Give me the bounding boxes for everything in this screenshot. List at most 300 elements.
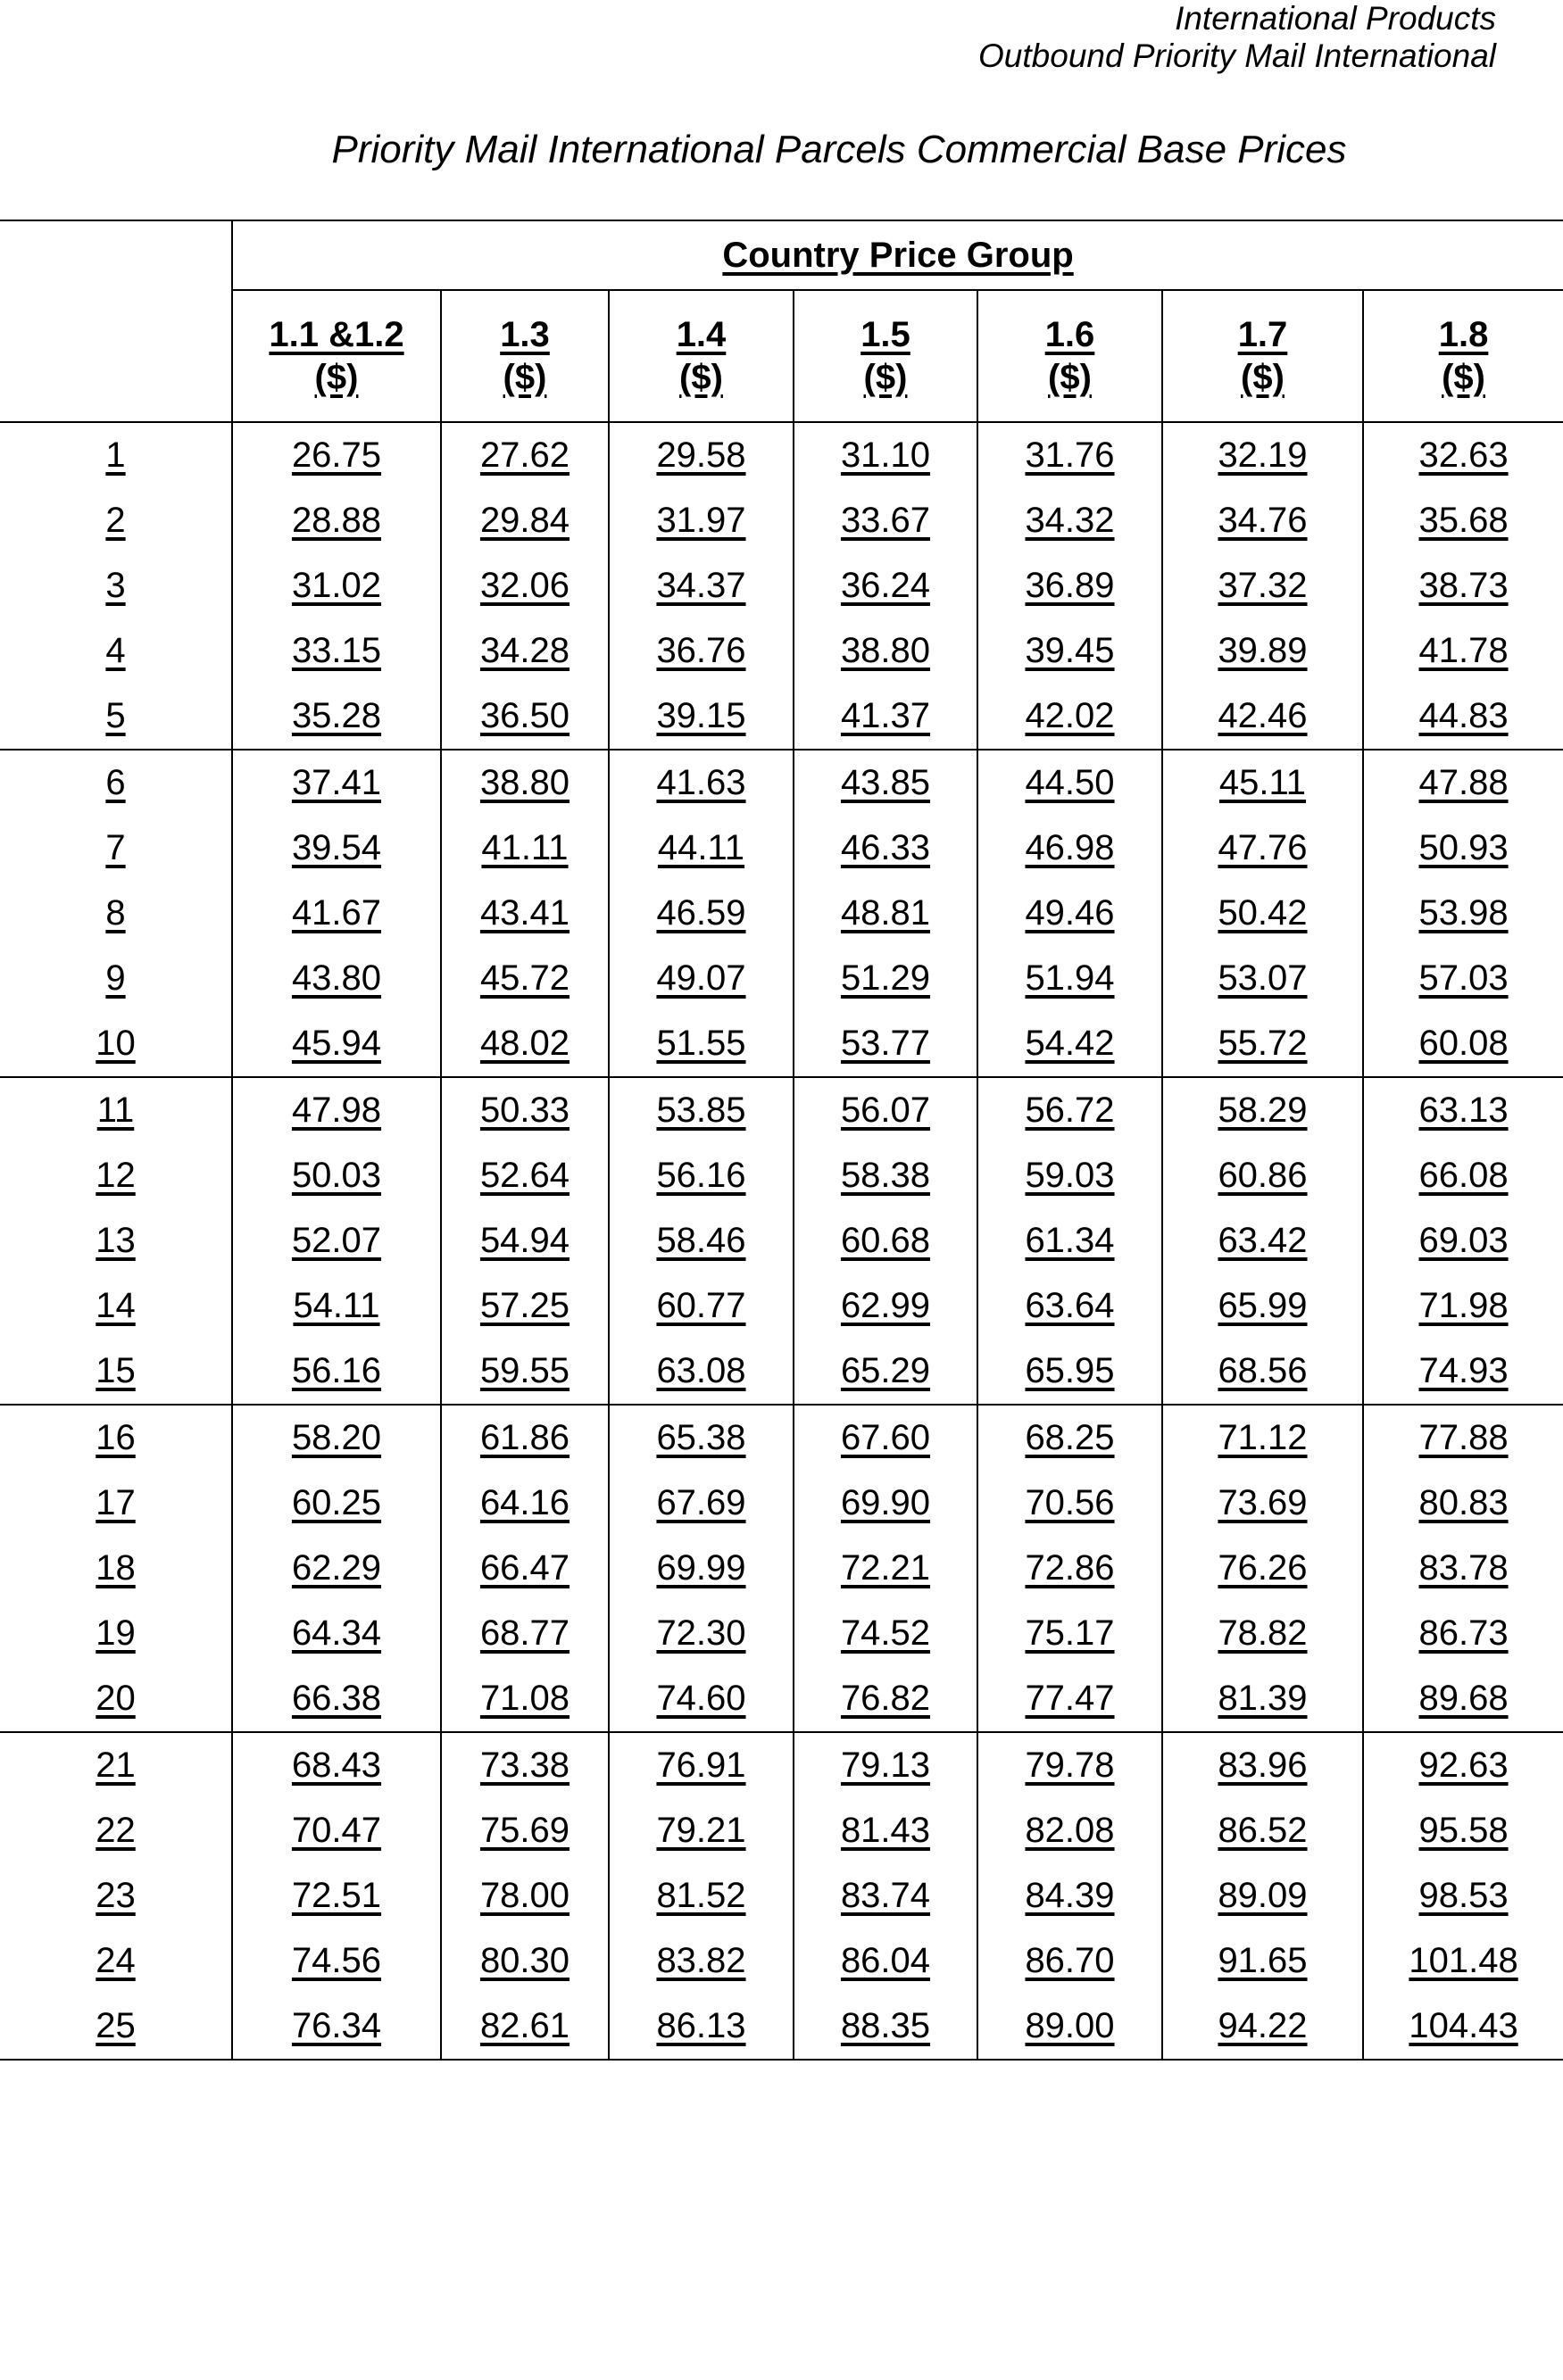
price-value: 53.07 — [1218, 958, 1308, 998]
price-value: 49.46 — [1025, 893, 1115, 933]
weight-value: 10 — [96, 1024, 136, 1063]
group-header-row — [0, 220, 1563, 290]
price-value: 61.34 — [1025, 1221, 1115, 1260]
weight-cell — [0, 1011, 232, 1077]
price-cell — [977, 1863, 1162, 1928]
price-cell — [794, 1928, 977, 1994]
price-value: 33.15 — [291, 631, 382, 670]
price-value: 39.54 — [291, 828, 382, 867]
table-row — [0, 881, 1563, 946]
price-table-body — [0, 422, 1563, 2060]
weight-cell — [0, 881, 232, 946]
price-value: 80.30 — [479, 1941, 570, 1980]
price-cell — [1162, 881, 1363, 946]
price-value: 74.60 — [656, 1679, 746, 1718]
price-cell — [977, 684, 1162, 750]
price-value: 56.16 — [291, 1351, 382, 1390]
weight-cell — [0, 1536, 232, 1601]
price-cell — [1162, 1601, 1363, 1666]
price-value: 68.25 — [1025, 1418, 1115, 1457]
price-value: 94.22 — [1218, 2006, 1308, 2045]
weight-value: 18 — [96, 1548, 136, 1588]
price-cell — [441, 618, 609, 684]
weight-cell — [0, 1471, 232, 1536]
document-title: Priority Mail International Parcels Commercial Base Prices — [331, 128, 1347, 171]
price-value: 86.13 — [656, 2006, 746, 2045]
price-value: 76.82 — [840, 1679, 931, 1718]
price-value: 44.11 — [657, 828, 745, 867]
price-cell — [1363, 1077, 1563, 1143]
price-cell — [794, 1798, 977, 1863]
column-header-unit: ($) — [1241, 358, 1284, 397]
price-cell — [609, 1536, 794, 1601]
price-value: 31.02 — [291, 566, 382, 605]
price-cell — [441, 553, 609, 618]
price-value: 70.47 — [291, 1811, 382, 1850]
price-value: 47.88 — [1418, 763, 1509, 802]
price-cell — [232, 1601, 441, 1666]
price-value: 31.76 — [1025, 435, 1115, 475]
price-cell — [977, 1536, 1162, 1601]
price-value: 62.29 — [291, 1548, 382, 1588]
price-cell — [977, 1666, 1162, 1732]
price-table — [0, 220, 1563, 2061]
price-value: 65.29 — [840, 1351, 931, 1390]
price-value: 54.42 — [1025, 1024, 1115, 1063]
price-cell — [794, 618, 977, 684]
column-header-row — [0, 290, 1563, 422]
price-cell — [794, 816, 977, 881]
price-value: 61.86 — [479, 1418, 570, 1457]
price-value: 79.78 — [1025, 1746, 1115, 1785]
price-cell — [1363, 1666, 1563, 1732]
price-cell — [609, 1405, 794, 1471]
price-value: 41.63 — [656, 763, 746, 802]
price-cell — [794, 1143, 977, 1208]
weight-value: 1 — [105, 435, 126, 475]
weight-value: 7 — [105, 828, 126, 867]
weight-cell — [0, 1666, 232, 1732]
price-cell — [1363, 1994, 1563, 2060]
price-cell — [1363, 816, 1563, 881]
price-value: 41.37 — [840, 696, 931, 735]
price-cell — [977, 1798, 1162, 1863]
price-value: 29.58 — [656, 435, 746, 475]
price-cell — [977, 1994, 1162, 2060]
price-cell — [1363, 1601, 1563, 1666]
table-row — [0, 1601, 1563, 1666]
price-cell — [1363, 946, 1563, 1011]
price-value: 54.11 — [293, 1286, 380, 1325]
price-value: 34.32 — [1025, 501, 1115, 540]
price-cell — [232, 946, 441, 1011]
price-value: 69.99 — [656, 1548, 746, 1588]
price-value: 63.08 — [656, 1351, 746, 1390]
weight-value: 17 — [96, 1483, 136, 1522]
price-cell — [609, 488, 794, 553]
price-cell — [609, 1666, 794, 1732]
weight-cell — [0, 1077, 232, 1143]
price-value: 26.75 — [291, 435, 382, 475]
price-cell — [232, 684, 441, 750]
price-cell — [232, 422, 441, 488]
price-value: 57.25 — [479, 1286, 570, 1325]
column-header-unit: ($) — [863, 358, 908, 397]
price-cell — [609, 1928, 794, 1994]
price-cell — [1162, 1994, 1363, 2060]
price-value: 89.68 — [1418, 1679, 1509, 1718]
price-value: 92.63 — [1418, 1746, 1509, 1785]
price-value: 55.72 — [1218, 1024, 1308, 1063]
price-cell — [1363, 1339, 1563, 1405]
price-cell — [441, 1666, 609, 1732]
price-cell — [441, 1471, 609, 1536]
price-cell — [441, 816, 609, 881]
price-value: 79.21 — [656, 1811, 746, 1850]
price-cell — [977, 1011, 1162, 1077]
price-cell — [977, 1077, 1162, 1143]
price-cell — [441, 946, 609, 1011]
price-cell — [1363, 1208, 1563, 1273]
column-header-name: 1.5 — [860, 315, 910, 354]
price-cell — [1363, 1273, 1563, 1339]
price-cell — [794, 488, 977, 553]
table-row — [0, 1536, 1563, 1601]
weight-value: 15 — [96, 1351, 136, 1390]
price-cell — [794, 750, 977, 816]
table-row — [0, 422, 1563, 488]
price-value: 66.47 — [479, 1548, 570, 1588]
price-cell — [441, 1077, 609, 1143]
price-value: 38.73 — [1418, 566, 1509, 605]
price-cell — [977, 1928, 1162, 1994]
weight-cell — [0, 553, 232, 618]
price-value: 60.68 — [840, 1221, 931, 1260]
column-header — [1162, 290, 1363, 422]
price-cell — [977, 553, 1162, 618]
price-cell — [794, 1273, 977, 1339]
price-value: 76.91 — [656, 1746, 746, 1785]
price-cell — [232, 618, 441, 684]
table-row — [0, 1928, 1563, 1994]
price-cell — [977, 946, 1162, 1011]
price-cell — [232, 1732, 441, 1798]
price-value: 95.58 — [1418, 1811, 1509, 1850]
weight-value: 6 — [105, 763, 126, 802]
price-value: 83.96 — [1218, 1746, 1308, 1785]
price-cell — [232, 488, 441, 553]
price-value: 104.43 — [1409, 2006, 1518, 2045]
price-cell — [794, 553, 977, 618]
weight-value: 22 — [96, 1811, 136, 1850]
price-value: 65.38 — [656, 1418, 746, 1457]
price-value: 86.04 — [840, 1941, 931, 1980]
price-cell — [1363, 422, 1563, 488]
price-value: 41.67 — [291, 893, 382, 933]
table-row — [0, 1143, 1563, 1208]
price-cell — [1162, 1208, 1363, 1273]
price-cell — [977, 488, 1162, 553]
table-row — [0, 1339, 1563, 1405]
price-value: 42.02 — [1025, 696, 1115, 735]
price-value: 34.37 — [656, 566, 746, 605]
price-value: 79.13 — [840, 1746, 931, 1785]
price-cell — [232, 1208, 441, 1273]
price-value: 58.46 — [656, 1221, 746, 1260]
price-value: 65.99 — [1218, 1286, 1308, 1325]
price-value: 46.33 — [840, 828, 931, 867]
price-value: 54.94 — [479, 1221, 570, 1260]
price-cell — [794, 1077, 977, 1143]
price-cell — [232, 816, 441, 881]
price-value: 50.33 — [479, 1090, 570, 1130]
price-value: 72.21 — [840, 1548, 931, 1588]
price-value: 82.61 — [479, 2006, 570, 2045]
weight-value: 8 — [105, 893, 126, 933]
price-cell — [977, 1471, 1162, 1536]
price-cell — [1162, 946, 1363, 1011]
price-value: 32.19 — [1218, 435, 1308, 475]
price-value: 57.03 — [1418, 958, 1509, 998]
price-value: 72.30 — [656, 1613, 746, 1653]
price-cell — [609, 1143, 794, 1208]
price-value: 73.69 — [1218, 1483, 1308, 1522]
price-value: 98.53 — [1418, 1876, 1509, 1915]
price-value: 66.08 — [1418, 1156, 1509, 1195]
price-cell — [1363, 488, 1563, 553]
price-cell — [232, 1273, 441, 1339]
column-header — [232, 290, 441, 422]
table-row — [0, 488, 1563, 553]
column-header — [1363, 290, 1563, 422]
price-cell — [232, 1077, 441, 1143]
price-cell — [441, 1405, 609, 1471]
price-value: 56.72 — [1025, 1090, 1115, 1130]
price-value: 63.64 — [1025, 1286, 1115, 1325]
price-value: 58.29 — [1218, 1090, 1308, 1130]
price-value: 83.78 — [1418, 1548, 1509, 1588]
price-cell — [441, 1928, 609, 1994]
price-value: 31.10 — [840, 435, 931, 475]
price-cell — [232, 1798, 441, 1863]
weight-cell — [0, 1863, 232, 1928]
weight-cell — [0, 1405, 232, 1471]
price-value: 91.65 — [1218, 1941, 1308, 1980]
price-cell — [232, 1863, 441, 1928]
price-cell — [441, 1798, 609, 1863]
price-value: 27.62 — [479, 435, 570, 475]
price-cell — [977, 1339, 1162, 1405]
column-header-name: 1.8 — [1438, 315, 1489, 354]
weight-cell — [0, 1273, 232, 1339]
price-value: 83.74 — [840, 1876, 931, 1915]
weight-cell — [0, 422, 232, 488]
price-value: 29.84 — [479, 501, 570, 540]
table-row — [0, 618, 1563, 684]
weight-value: 12 — [96, 1156, 136, 1195]
price-value: 37.41 — [291, 763, 382, 802]
price-cell — [1363, 1536, 1563, 1601]
price-cell — [441, 1863, 609, 1928]
column-header — [977, 290, 1162, 422]
price-cell — [609, 946, 794, 1011]
price-cell — [794, 946, 977, 1011]
price-value: 36.24 — [840, 566, 931, 605]
price-cell — [1162, 684, 1363, 750]
price-value: 73.38 — [479, 1746, 570, 1785]
price-value: 32.63 — [1418, 435, 1509, 475]
price-cell — [609, 881, 794, 946]
column-header-name: 1.1 &1.2 — [269, 315, 404, 354]
price-cell — [1162, 422, 1363, 488]
price-value: 84.39 — [1025, 1876, 1115, 1915]
weight-value: 16 — [96, 1418, 136, 1457]
table-row — [0, 1666, 1563, 1732]
column-header-name: 1.4 — [676, 315, 727, 354]
price-cell — [232, 750, 441, 816]
price-cell — [977, 618, 1162, 684]
price-cell — [977, 1143, 1162, 1208]
weight-value: 5 — [105, 696, 126, 735]
price-value: 53.98 — [1418, 893, 1509, 933]
price-cell — [977, 1273, 1162, 1339]
price-value: 74.93 — [1418, 1351, 1509, 1390]
price-value: 101.48 — [1409, 1941, 1518, 1980]
price-cell — [1363, 1471, 1563, 1536]
price-value: 60.77 — [656, 1286, 746, 1325]
price-cell — [232, 553, 441, 618]
price-cell — [794, 1471, 977, 1536]
country-price-group-header: Country Price Group — [232, 220, 1563, 290]
price-cell — [1162, 1863, 1363, 1928]
weight-cell — [0, 618, 232, 684]
price-value: 86.52 — [1218, 1811, 1308, 1850]
price-cell — [1363, 1405, 1563, 1471]
table-row — [0, 1798, 1563, 1863]
price-value: 64.16 — [479, 1483, 570, 1522]
price-value: 64.34 — [291, 1613, 382, 1653]
price-value: 81.43 — [840, 1811, 931, 1850]
price-cell — [1363, 1798, 1563, 1863]
price-value: 50.42 — [1218, 893, 1308, 933]
price-cell — [977, 816, 1162, 881]
price-cell — [1162, 1011, 1363, 1077]
price-value: 77.47 — [1025, 1679, 1115, 1718]
price-value: 63.13 — [1418, 1090, 1509, 1130]
price-cell — [609, 1208, 794, 1273]
price-value: 74.56 — [291, 1941, 382, 1980]
price-value: 32.06 — [479, 566, 570, 605]
price-value: 47.76 — [1218, 828, 1308, 867]
weight-cell — [0, 1928, 232, 1994]
price-cell — [1363, 684, 1563, 750]
price-value: 41.78 — [1418, 631, 1509, 670]
price-cell — [794, 1208, 977, 1273]
price-value: 66.38 — [291, 1679, 382, 1718]
price-cell — [609, 1077, 794, 1143]
table-row — [0, 946, 1563, 1011]
corner-cell — [0, 220, 232, 290]
price-value: 81.39 — [1218, 1679, 1308, 1718]
column-header-unit: ($) — [679, 358, 723, 397]
price-cell — [441, 422, 609, 488]
weight-value: 13 — [96, 1221, 136, 1260]
price-value: 78.00 — [479, 1876, 570, 1915]
price-value: 41.11 — [481, 828, 569, 867]
price-cell — [1162, 816, 1363, 881]
price-value: 31.97 — [656, 501, 746, 540]
table-row — [0, 1732, 1563, 1798]
table-row — [0, 1208, 1563, 1273]
price-cell — [441, 488, 609, 553]
price-cell — [609, 816, 794, 881]
weight-cell — [0, 1339, 232, 1405]
price-cell — [1162, 1666, 1363, 1732]
price-cell — [232, 1405, 441, 1471]
column-header-unit: ($) — [503, 358, 547, 397]
price-value: 36.50 — [479, 696, 570, 735]
price-value: 39.45 — [1025, 631, 1115, 670]
price-cell — [232, 1339, 441, 1405]
price-cell — [232, 1994, 441, 2060]
price-cell — [1363, 1732, 1563, 1798]
price-cell — [1162, 1339, 1363, 1405]
price-value: 42.46 — [1218, 696, 1308, 735]
price-cell — [441, 1994, 609, 2060]
price-value: 76.34 — [291, 2006, 382, 2045]
price-cell — [1162, 1143, 1363, 1208]
price-cell — [609, 1732, 794, 1798]
price-cell — [1162, 1273, 1363, 1339]
price-value: 45.11 — [1218, 763, 1307, 802]
price-cell — [441, 1732, 609, 1798]
price-value: 43.85 — [840, 763, 931, 802]
price-value: 46.98 — [1025, 828, 1115, 867]
price-value: 48.02 — [479, 1024, 570, 1063]
weight-value: 21 — [96, 1746, 136, 1785]
price-value: 43.80 — [291, 958, 382, 998]
table-row — [0, 1077, 1563, 1143]
price-value: 80.83 — [1418, 1483, 1509, 1522]
price-value: 76.26 — [1218, 1548, 1308, 1588]
price-cell — [232, 1471, 441, 1536]
price-cell — [1363, 881, 1563, 946]
price-cell — [1162, 1471, 1363, 1536]
price-cell — [1363, 1011, 1563, 1077]
price-cell — [1162, 1798, 1363, 1863]
price-value: 68.43 — [291, 1746, 382, 1785]
price-value: 88.35 — [840, 2006, 931, 2045]
price-cell — [977, 422, 1162, 488]
column-header-name: 1.7 — [1237, 315, 1288, 354]
weight-value: 9 — [105, 958, 126, 998]
price-cell — [609, 1798, 794, 1863]
weight-value: 19 — [96, 1613, 136, 1653]
price-value: 75.69 — [479, 1811, 570, 1850]
price-value: 65.95 — [1025, 1351, 1115, 1390]
price-value: 52.07 — [291, 1221, 382, 1260]
price-value: 44.83 — [1418, 696, 1509, 735]
price-value: 38.80 — [840, 631, 931, 670]
price-cell — [232, 881, 441, 946]
price-cell — [1363, 553, 1563, 618]
weight-cell — [0, 1143, 232, 1208]
price-cell — [794, 1339, 977, 1405]
price-value: 45.94 — [291, 1024, 382, 1063]
price-cell — [232, 1011, 441, 1077]
price-cell — [794, 1011, 977, 1077]
price-cell — [794, 1405, 977, 1471]
